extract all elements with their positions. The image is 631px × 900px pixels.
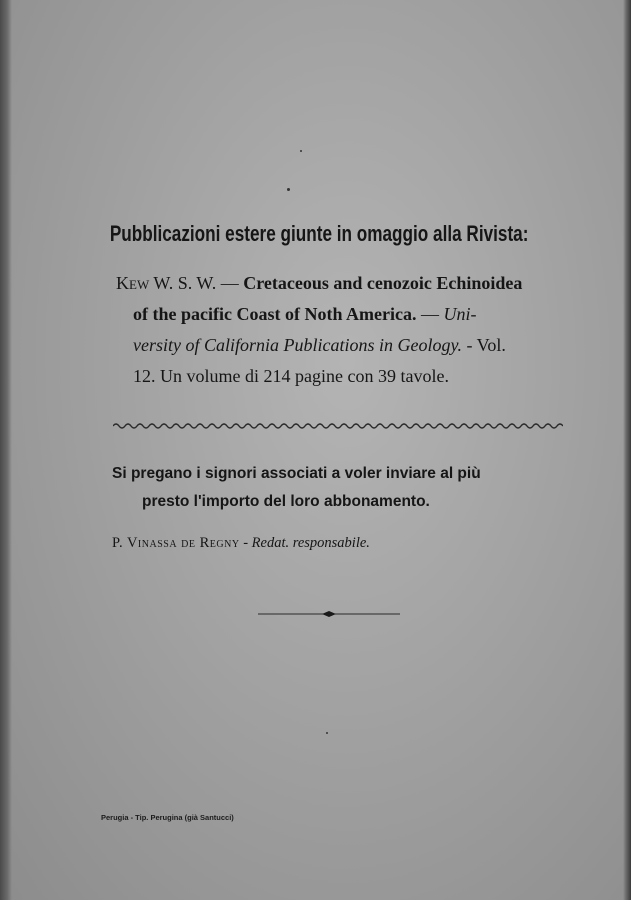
printer-imprint: Perugia - Tip. Perugina (già Santucci) bbox=[101, 813, 234, 822]
entry-dash: — bbox=[216, 273, 244, 293]
entry-line-1 bbox=[116, 268, 566, 299]
entry-title-part-2: of the pacific Coast of Noth America. bbox=[133, 304, 417, 324]
page-edge-shadow-left bbox=[0, 0, 12, 900]
entry-author: Kew W. S. W. bbox=[116, 273, 217, 293]
entry-line-2 bbox=[116, 299, 566, 330]
ink-speck bbox=[300, 150, 302, 152]
editor-role: Redat. responsabile. bbox=[251, 535, 370, 551]
entry-volume-label: - Vol. bbox=[461, 335, 506, 355]
section-heading: Pubblicazioni estere giunte in omaggio alla Rivista: bbox=[109, 221, 529, 246]
ink-speck bbox=[287, 188, 290, 191]
notice-line-2: presto l'importo del loro abbonamento. bbox=[142, 493, 430, 510]
entry-title-part-1: Cretaceous and cenozoic Echinoidea bbox=[243, 273, 523, 293]
entry-series-part-2: versity of California Publications in Geology. bbox=[133, 335, 462, 355]
entry-series-part-1: Uni- bbox=[443, 304, 477, 324]
ink-speck bbox=[326, 732, 328, 734]
entry-dash: — bbox=[416, 304, 444, 324]
page-edge-shadow-right bbox=[623, 0, 631, 900]
editor-name: P. Vinassa de Regny bbox=[112, 535, 240, 551]
bibliographic-entry bbox=[116, 268, 566, 392]
editor-credit bbox=[112, 535, 572, 552]
entry-line-4: 12. Un volume di 214 pagine con 39 tavole. bbox=[133, 366, 449, 386]
entry-line-3 bbox=[116, 330, 566, 361]
wavy-divider bbox=[113, 420, 563, 432]
subscription-notice bbox=[112, 460, 572, 516]
ornamental-rule bbox=[258, 609, 400, 619]
notice-line-1: Si pregano i signori associati a voler inviare al più bbox=[112, 465, 481, 482]
editor-separator: - bbox=[239, 535, 252, 551]
